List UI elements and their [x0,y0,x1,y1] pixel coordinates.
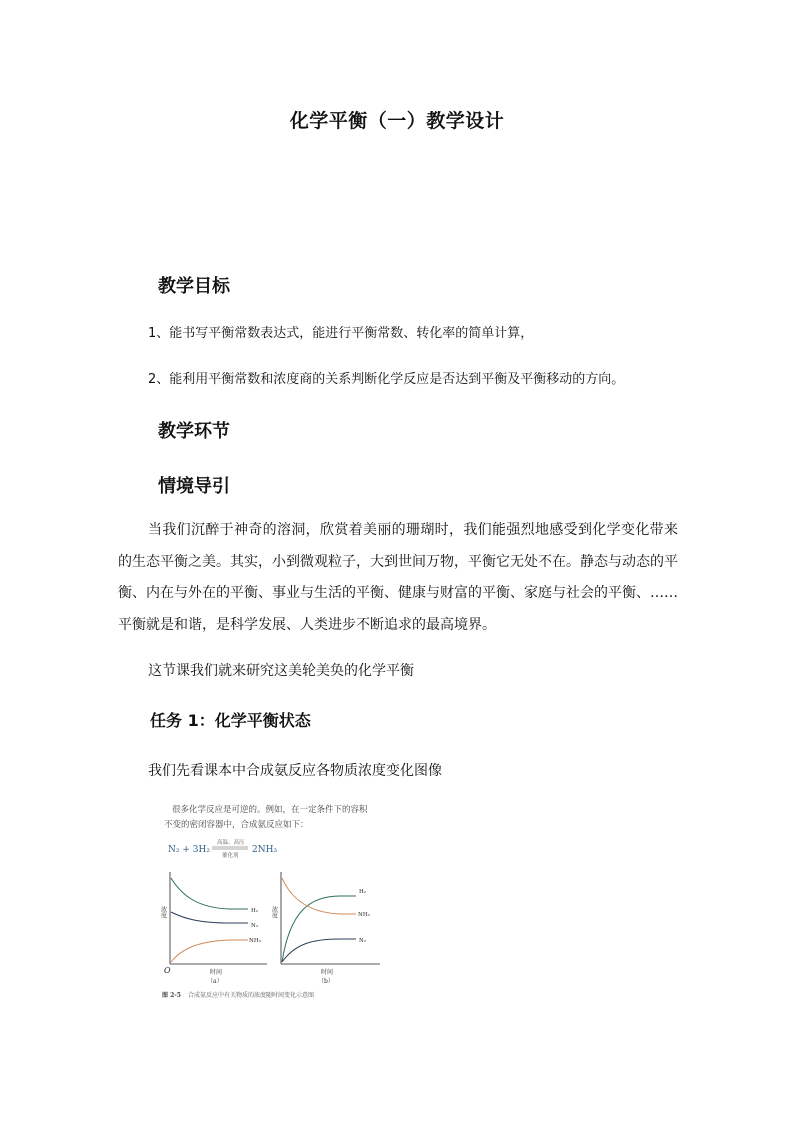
panel-a-x-label: 时间 [210,969,223,976]
equation-right: 2NH₃ [252,845,278,855]
panel-a-series-n2: N₂ [251,923,259,929]
panel-a-label: （a） [207,978,223,985]
panel-b-x-label: 时间 [321,969,334,976]
chart-panel-b [271,872,381,985]
chart-panel-a [160,872,267,985]
goal-item-2: 2、能利用平衡常数和浓度商的关系判断化学反应是否达到平衡及平衡移动的方向。 [148,372,625,387]
panel-b-n2-curve [282,939,356,962]
heading-teaching-steps: 教学环节 [158,421,230,442]
goal-item-1: 1、能书写平衡常数表达式，能进行平衡常数、转化率的简单计算， [148,326,534,341]
figure-text-line-2: 不变的密闭容器中，合成氨反应如下： [164,820,309,830]
textbook-figure [160,796,400,1011]
panel-b-series-nh3: NH₃ [358,912,370,918]
equation-condition-bottom: 催化剂 [222,853,239,859]
heading-teaching-goals: 教学目标 [158,276,230,297]
figure-caption-number: 图 2-5 [162,992,181,999]
heading-situation-intro: 情境导引 [158,476,230,497]
task-intro-line: 我们先看课本中合成氨反应各物质浓度变化图像 [148,763,442,779]
figure-text-line-1: 很多化学反应是可逆的。例如，在一定条件下的容积 [172,805,368,815]
panel-b-series-n2: N₂ [359,938,367,944]
panel-b-h2-curve [282,896,356,962]
panel-b-label: （b） [318,978,334,985]
intro-closing-line: 这节课我们就来研究这美轮美奂的化学平衡 [148,663,414,679]
figure-caption-text: 合成氨反应中有关物质的浓度随时间变化示意图 [188,992,315,999]
panel-a-origin: O [164,966,171,975]
panel-a-y-label: 浓度 [160,906,167,918]
panel-b-y-label: 浓度 [270,906,278,918]
panel-a-series-nh3: NH₃ [249,938,261,944]
panel-a-nh3-curve [171,940,248,962]
intro-paragraph: 当我们沉醉于神奇的溶洞，欣赏着美丽的珊瑚时，我们能强烈地感受到化学变化带来的生态平衡之美。其实，小到微观粒子，大到世间万物，平衡它无处不在。静态与动态的平衡、内在与外在的平衡、事业与生活的平衡、健康与财富的平衡、家庭与社会的平衡、……平衡就是和谐，是科学发展、人类进步不断追求的最高境界。 [118,522,678,633]
equation-left: N₂ + 3H₂ [168,845,210,855]
panel-a-series-h2: H₂ [251,908,259,914]
panel-a-n2-curve [171,912,248,923]
heading-task-1: 任务 1：化学平衡状态 [150,711,311,730]
document-title: 化学平衡（一）教学设计 [289,110,505,132]
figure-svg [160,796,400,1011]
panel-a-h2-curve [171,878,248,909]
panel-b-series-h2: H₂ [359,889,367,895]
equation-condition-top: 高温、高压 [217,840,245,846]
